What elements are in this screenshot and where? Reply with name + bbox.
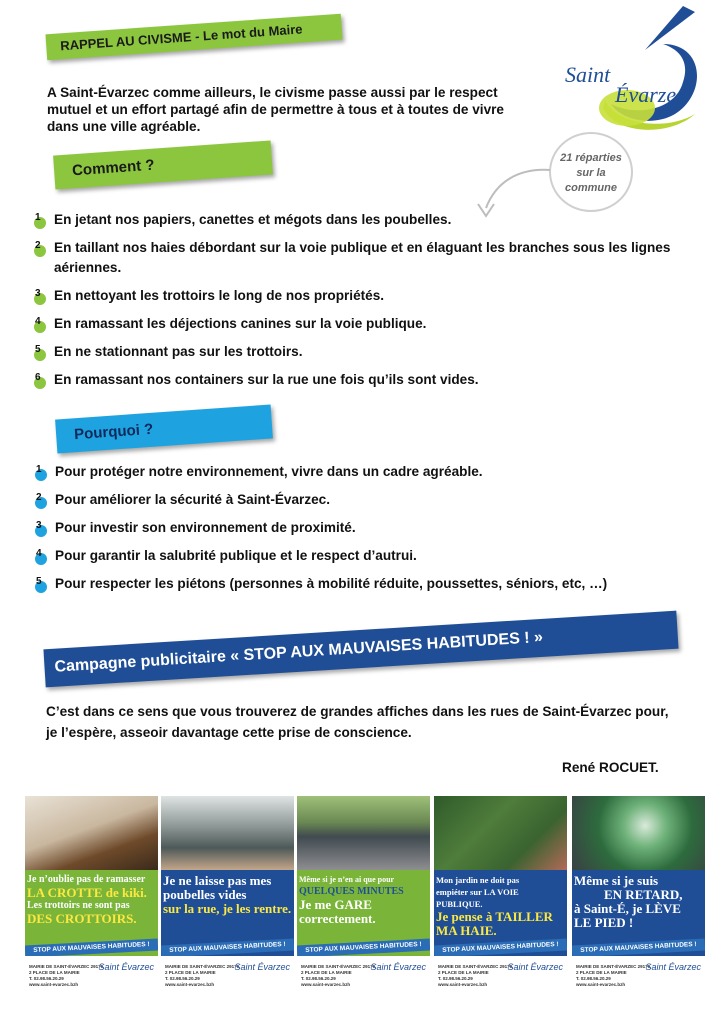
bubble-line-3: commune — [565, 182, 617, 194]
poster-stop-band: STOP AUX MAUVAISES HABITUDES ! — [25, 939, 158, 958]
bubble-line-2: sur la — [576, 167, 606, 179]
poster-4 — [434, 796, 567, 992]
campaign-text: C’est dans ce sens que vous trouverez de grandes affiches dans les rues de Saint-Évarzec pour, je l’espère, asseoir davantage cette prise de conscience. — [46, 704, 669, 740]
list-item-text: Pour investir son environnement de proximité. — [55, 520, 356, 535]
header-title: RAPPEL AU CIVISME - Le mot du Maire — [59, 21, 303, 54]
bullet-dot-icon: 2 — [34, 242, 48, 256]
pourquoi-banner — [55, 405, 273, 454]
poster-footer: MAIRIE DE SAINT-ÉVARZEC 29170 2 PLACE DE LA MAIRIE T. 02.98.56.20.29 www.saint-evarzec.bzh Saint Évarzec — [25, 956, 158, 992]
bullet-dot-icon: 4 — [34, 318, 48, 332]
poster-logo: Saint Évarzec — [98, 962, 154, 972]
poster-footer: MAIRIE DE SAINT-ÉVARZEC 29170 2 PLACE DE LA MAIRIE T. 02.98.56.20.29 www.saint-evarzec.bzh Saint Évarzec — [297, 956, 430, 992]
poster-photo — [297, 796, 430, 870]
info-bubble — [549, 132, 633, 212]
poster-text: Je n’oublie pas de ramasser LA CROTTE de kiki. Les trottoirs ne sont pas DES CROTTOIRS. — [27, 874, 147, 926]
poster-logo: Saint Évarzec — [370, 962, 426, 972]
poster-text: Je ne laisse pas mes poubelles vides sur la rue, je les rentre. — [163, 873, 292, 916]
list-item-text: Pour protéger notre environnement, vivre dans un cadre agréable. — [55, 464, 483, 479]
list-item — [34, 342, 694, 362]
poster-footer: MAIRIE DE SAINT-ÉVARZEC 29170 2 PLACE DE LA MAIRIE T. 02.98.56.20.29 www.saint-evarzec.bzh Saint Évarzec — [161, 956, 294, 992]
list-item-text: Pour respecter les piétons (personnes à mobilité réduite, poussettes, séniors, etc, …) — [55, 576, 608, 591]
header-banner — [45, 14, 342, 61]
list-item-text: Pour garantir la salubrité publique et le respect d’autrui. — [55, 548, 417, 563]
poster-stop-band: STOP AUX MAUVAISES HABITUDES ! — [297, 939, 430, 958]
list-item — [34, 314, 694, 334]
list-item — [34, 370, 694, 390]
list-item-text: En nettoyant les trottoirs le long de nos propriétés. — [54, 288, 385, 303]
comment-list — [34, 210, 694, 390]
bubble-line-1: 21 réparties — [560, 152, 622, 164]
poster-text: Mon jardin ne doit pas empiéter sur LA VOIE PUBLIQUE. Je pense à TAILLER MA HAIE. — [436, 875, 553, 938]
list-item — [35, 490, 695, 510]
bullet-dot-icon: 6 — [34, 374, 48, 388]
bullet-dot-icon: 1 — [35, 466, 49, 480]
comment-title: Comment ? — [71, 156, 156, 180]
bullet-dot-icon: 1 — [34, 214, 48, 228]
poster-photo — [161, 796, 294, 870]
bullet-dot-icon: 2 — [35, 494, 49, 508]
list-item-text: Pour améliorer la sécurité à Saint-Évarzec. — [55, 492, 331, 507]
poster-photo — [572, 796, 705, 870]
logo-text-evarzec: Évarzec — [615, 82, 686, 107]
poster-stop-band: STOP AUX MAUVAISES HABITUDES ! — [572, 939, 705, 958]
pourquoi-title: Pourquoi ? — [73, 420, 154, 444]
saint-evarzec-logo — [545, 4, 721, 134]
poster-text: Même si je suis EN RETARD, à Saint-É, je LÈVE LE PIED ! — [574, 873, 683, 930]
logo-text-saint: Saint — [565, 62, 611, 87]
poster-logo: Saint Évarzec — [507, 962, 563, 972]
list-item-text: En ramassant nos containers sur la rue une fois qu’ils sont vides. — [54, 372, 479, 387]
campaign-banner — [43, 611, 678, 688]
poster-2 — [161, 796, 294, 992]
list-item-text: En jetant nos papiers, canettes et mégots dans les poubelles. — [54, 212, 452, 227]
poster-logo: Saint Évarzec — [234, 962, 290, 972]
bullet-dot-icon: 3 — [35, 522, 49, 536]
poster-3 — [297, 796, 430, 992]
poster-logo: Saint Évarzec — [645, 962, 701, 972]
bullet-dot-icon: 4 — [35, 550, 49, 564]
poster-footer: MAIRIE DE SAINT-ÉVARZEC 29170 2 PLACE DE LA MAIRIE T. 02.98.56.20.29 www.saint-evarzec.bzh Saint Évarzec — [572, 956, 705, 992]
signature: René ROCUET. — [562, 760, 659, 775]
campaign-title: Campagne publicitaire « STOP AUX MAUVAISES HABITUDES ! » — [54, 628, 544, 676]
list-item — [35, 462, 695, 482]
list-item — [35, 546, 695, 566]
pourquoi-list — [35, 462, 695, 594]
poster-5 — [572, 796, 705, 992]
intro-text: A Saint-Évarzec comme ailleurs, le civisme passe aussi par le respect mutuel et un effort partagé afin de permettre à tous et à toutes de vivre dans une ville agréable. — [47, 85, 504, 134]
poster-footer: MAIRIE DE SAINT-ÉVARZEC 29170 2 PLACE DE LA MAIRIE T. 02.98.56.20.29 www.saint-evarzec.bzh Saint Évarzec — [434, 956, 567, 992]
bullet-dot-icon: 3 — [34, 290, 48, 304]
poster-photo — [434, 796, 567, 870]
list-item — [34, 238, 694, 278]
list-item-text: En taillant nos haies débordant sur la voie publique et en élaguant les branches sous les lignes aériennes. — [54, 240, 671, 275]
list-item — [35, 574, 695, 594]
poster-stop-band: STOP AUX MAUVAISES HABITUDES ! — [161, 939, 294, 958]
list-item — [34, 210, 694, 230]
comment-banner — [53, 140, 273, 189]
poster-photo — [25, 796, 158, 870]
list-item — [34, 286, 694, 306]
poster-stop-band: STOP AUX MAUVAISES HABITUDES ! — [434, 939, 567, 958]
poster-text: Même si je n’en ai que pour QUELQUES MINUTES Je me GARE correctement. — [299, 875, 404, 926]
bullet-dot-icon: 5 — [34, 346, 48, 360]
list-item-text: En ne stationnant pas sur les trottoirs. — [54, 344, 303, 359]
list-item-text: En ramassant les déjections canines sur la voie publique. — [54, 316, 427, 331]
poster-1 — [25, 796, 158, 992]
list-item — [35, 518, 695, 538]
bullet-dot-icon: 5 — [35, 578, 49, 592]
